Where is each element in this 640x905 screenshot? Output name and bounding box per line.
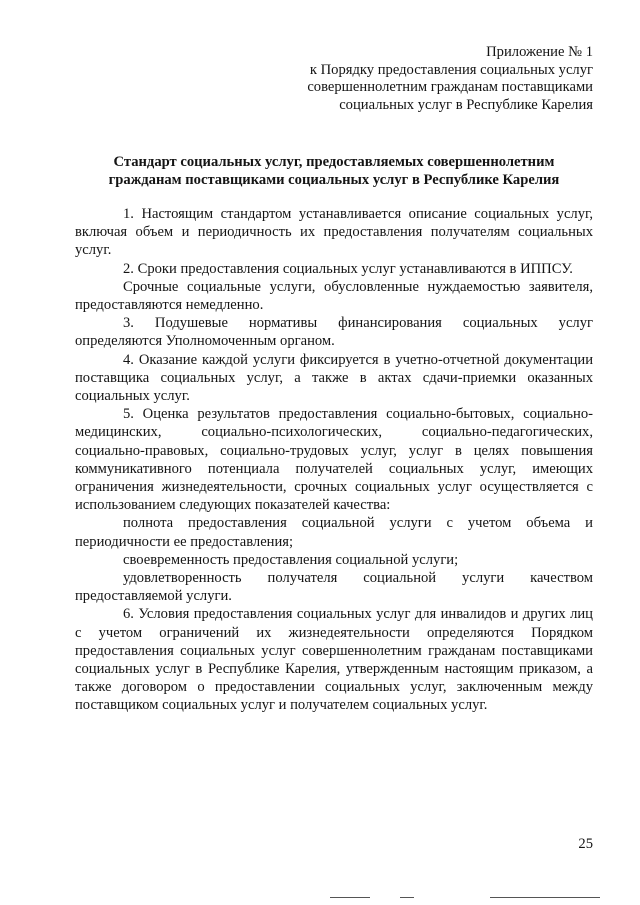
title-line-2: гражданам поставщиками социальных услуг в Республике Карелия xyxy=(108,172,560,188)
appendix-line-3: совершеннолетним гражданам поставщиками xyxy=(307,79,593,96)
paragraph-7: полнота предоставления социальной услуги с учетом объема и периодичности ее предоставления; xyxy=(75,515,593,550)
paragraph-10: 6. Условия предоставления социальных услуг для инвалидов и других лиц с учетом ограничений их жизнедеятельности определяются Порядком предоставления социальных услуг совершеннолетним гражданам поставщиками социальных услуг в Республике Карелия, утвержденным настоящим приказом, а также договором о предоставлении социальных услуг, заключенным между поставщиком социальных услуг и получателем социальных услуг. xyxy=(75,606,593,714)
paragraph-2: 2. Сроки предоставления социальных услуг устанавливаются в ИППСУ. xyxy=(123,260,573,277)
paragraph-1: 1. Настоящим стандартом устанавливается описание социальных услуг, включая объем и периодичность их предоставления получателям социальных услуг. xyxy=(75,206,593,259)
scan-mark xyxy=(330,897,370,898)
scan-mark xyxy=(400,897,414,898)
scan-artifact-marks xyxy=(330,897,600,901)
scan-mark xyxy=(490,897,600,898)
appendix-line-2: к Порядку предоставления социальных услуг xyxy=(309,61,593,78)
title-line-1: Стандарт социальных услуг, предоставляемых совершеннолетним xyxy=(113,154,555,170)
document-title xyxy=(74,153,594,189)
appendix-header xyxy=(307,44,593,114)
paragraph-5: 4. Оказание каждой услуги фиксируется в учетно-отчетной документации поставщика социальных услуг, а также в актах сдачи-приемки оказанных социальных услуг. xyxy=(75,351,593,405)
paragraph-9: удовлетворенность получателя социальной услуги качеством предоставляемой услуги. xyxy=(75,570,593,605)
paragraph-8: своевременность предоставления социальной услуги; xyxy=(123,551,459,568)
appendix-line-4: социальных услуг в Республике Карелия xyxy=(339,96,593,113)
paragraph-4: 3. Подушевые нормативы финансирования социальных услуг определяются Уполномоченным органом. xyxy=(75,315,593,350)
paragraph-3: Срочные социальные услуги, обусловленные нуждаемостью заявителя, предоставляются немедленно. xyxy=(75,278,593,314)
page-number: 25 xyxy=(578,836,593,852)
appendix-line-1: Приложение № 1 xyxy=(486,44,593,60)
paragraph-6: 5. Оценка результатов предоставления социально-бытовых, социально-медицинских, социально-психологических, социально-педагогических, социально-правовых, социально-трудовых услуг, услуг в целях повышения коммуникативного потенциала получателей социальных услуг, имеющих ограничения жизнедеятельности, срочных социальных услуг осуществляется с использованием следующих показателей качества: xyxy=(75,406,593,514)
document-body xyxy=(75,205,593,715)
